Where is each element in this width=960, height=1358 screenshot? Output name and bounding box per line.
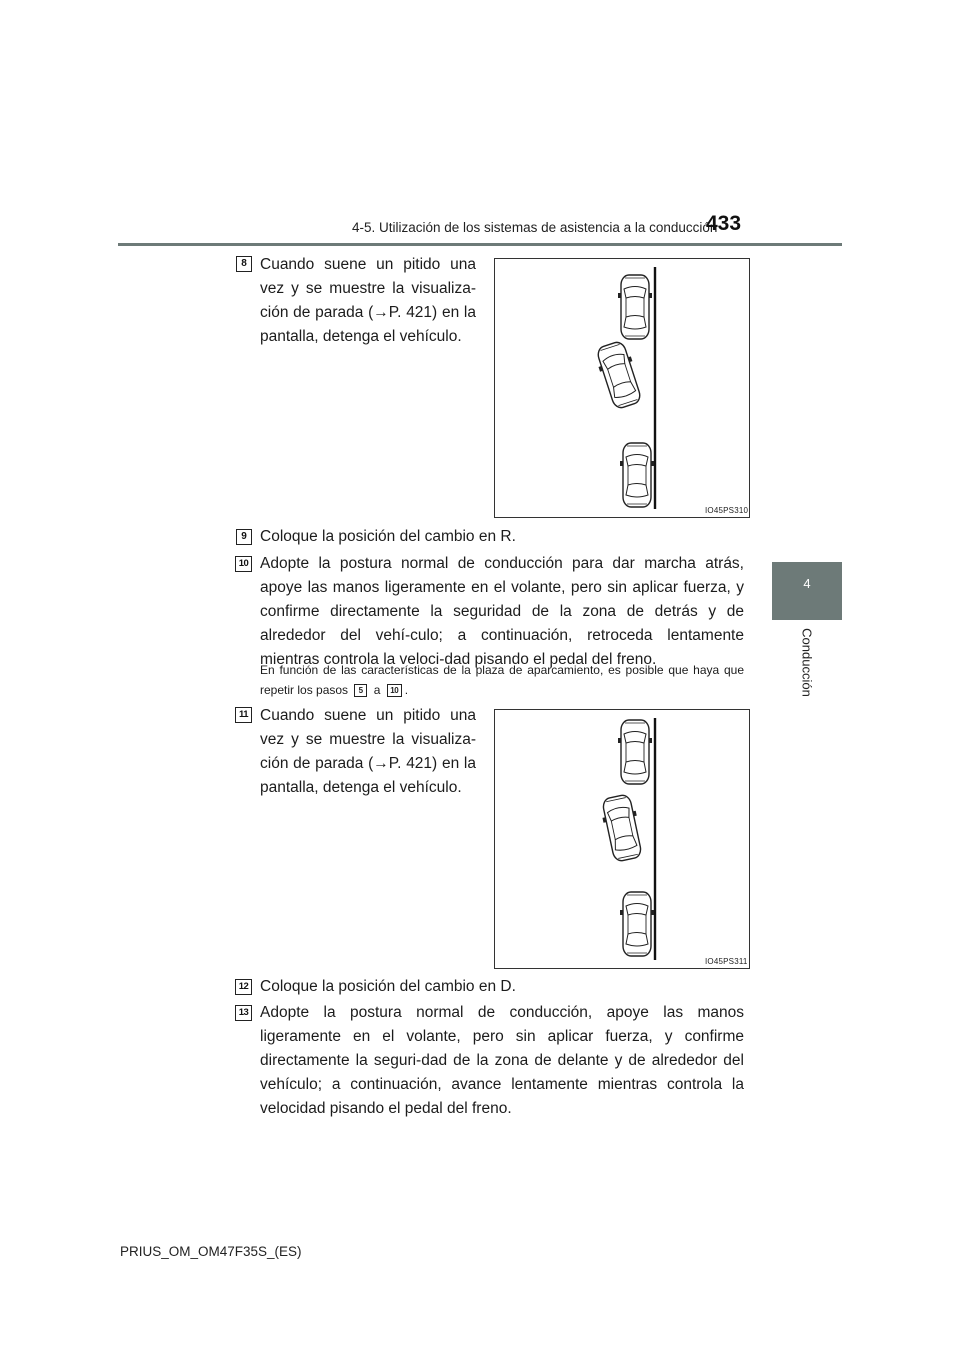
step-text: Coloque la posición del cambio en R. bbox=[260, 528, 516, 545]
parking-diagram-2 bbox=[495, 710, 749, 968]
page-number: 433 bbox=[706, 212, 742, 235]
step-number-badge: 11 bbox=[235, 707, 252, 723]
chapter-label: Conducción bbox=[799, 628, 815, 697]
note-text: a bbox=[373, 683, 381, 697]
step-number-badge: 10 bbox=[235, 556, 252, 572]
repeat-steps-note bbox=[260, 660, 744, 700]
parked-car-rear bbox=[620, 443, 654, 507]
step-number-badge: 8 bbox=[236, 256, 252, 272]
own-car bbox=[599, 793, 646, 863]
parking-diagram-1 bbox=[495, 259, 749, 517]
step-text: Coloque la posición del cambio en D. bbox=[260, 978, 516, 995]
document-id: PRIUS_OM_OM47F35S_(ES) bbox=[120, 1244, 302, 1259]
step-number-badge: 12 bbox=[235, 979, 252, 995]
step-text: Cuando suene un pitido una vez y se muestre la visualiza-ción de parada (→P. 421) en la pantalla, detenga el vehículo. bbox=[260, 256, 476, 345]
step-text: Cuando suene un pitido una vez y se muestre la visualiza-ción de parada (→P. 421) en la pantalla, detenga el vehículo. bbox=[260, 707, 476, 796]
parking-figure-2 bbox=[494, 709, 750, 969]
step-text: Adopte la postura normal de conducción, apoye las manos ligeramente en el volante, pero sin aplicar fuerza, y confirme directamente la seguri-dad de la zona de delante y de alrededor del vehículo; a continuación, avance lentamente mientras controla la velocidad pisando el pedal del freno. bbox=[260, 1004, 744, 1117]
step-number-badge: 9 bbox=[236, 529, 252, 545]
step-text: Adopte la postura normal de conducción para dar marcha atrás, apoye las manos ligeramente en el volante, pero sin aplicar fuerza, y confirme directamente la seguridad de la zona de detrás y de alrededor del vehí-culo; a continuación, retroceda lentamente mientras controla la veloci-dad pisando el pedal del freno. bbox=[260, 555, 744, 668]
header-rule bbox=[118, 243, 842, 246]
own-car bbox=[593, 339, 645, 410]
figure-code: IO45PS310 bbox=[705, 506, 749, 515]
step-ref-badge: 10 bbox=[387, 684, 402, 697]
step-number-badge: 13 bbox=[235, 1005, 252, 1021]
parking-figure-1 bbox=[494, 258, 750, 518]
section-title: 4-5. Utilización de los sistemas de asistencia a la conducción bbox=[352, 220, 718, 235]
parked-car-front bbox=[618, 275, 652, 339]
note-text: . bbox=[404, 683, 409, 697]
note-text: En función de las características de la plaza de aparcamiento, es posible que haya que repetir los pasos bbox=[260, 663, 744, 697]
step-ref-badge: 5 bbox=[354, 684, 367, 697]
chapter-number: 4 bbox=[803, 576, 811, 591]
parked-car-front bbox=[618, 720, 652, 784]
parked-car-rear bbox=[620, 892, 654, 956]
figure-code: IO45PS311 bbox=[705, 957, 748, 966]
